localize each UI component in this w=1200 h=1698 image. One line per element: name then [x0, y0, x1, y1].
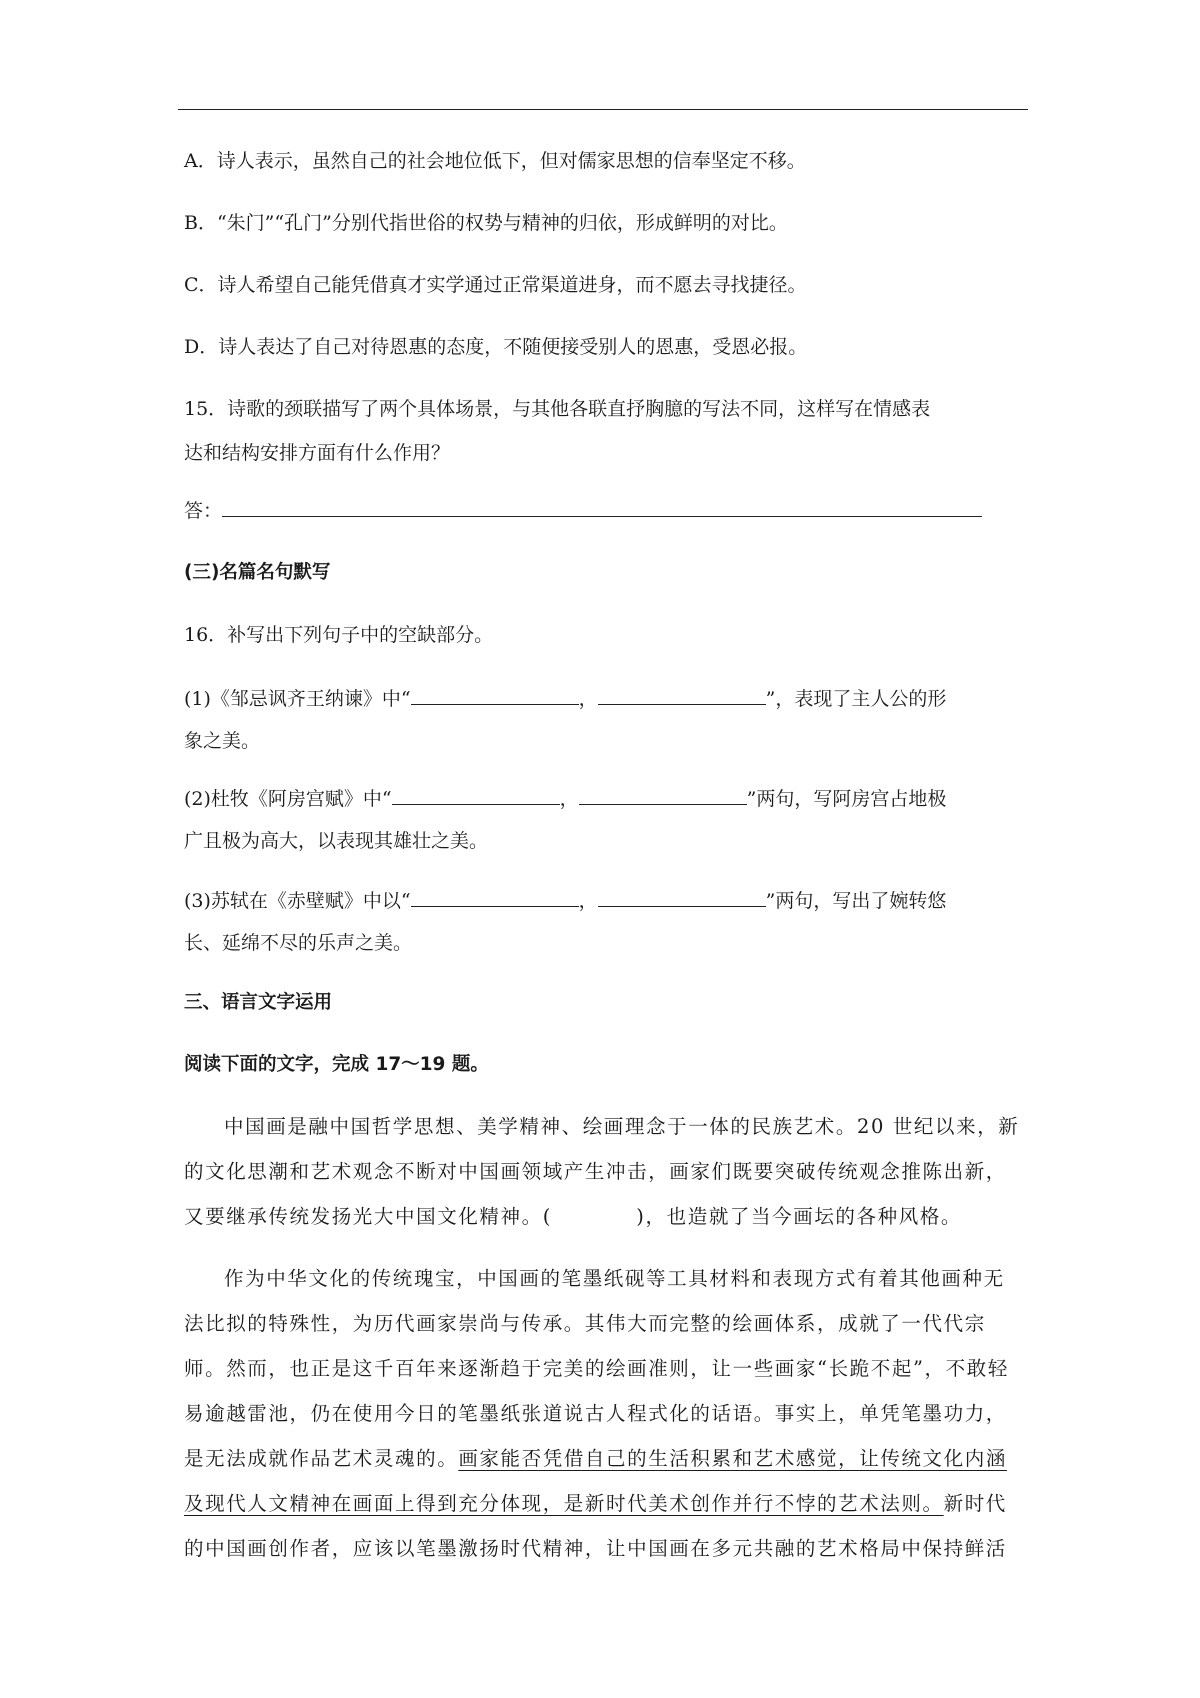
- question-16-item1: (1)《邹忌讽齐王纳谏》中“ ， ”，表现了主人公的形: [184, 688, 947, 710]
- option-c: C．诗人希望自己能凭借真才实学通过正常渠道进身，而不愿去寻找捷径。: [184, 274, 807, 296]
- underlined-sentence: 及现代人文精神在画面上得到充分体现，是新时代美术创作并行不悖的艺术法则。: [184, 1492, 944, 1515]
- fill-blank[interactable]: [392, 786, 560, 805]
- passage-p2-line1: 作为中华文化的传统瑰宝，中国画的笔墨纸砚等工具材料和表现方式有着其他画种无: [224, 1267, 1005, 1290]
- question-15-line1: 15．诗歌的颈联描写了两个具体场景，与其他各联直抒胸臆的写法不同，这样写在情感表: [184, 398, 931, 420]
- question-16-item2-line2: 广且极为高大，以表现其雄壮之美。: [184, 830, 489, 852]
- fill-blank[interactable]: [579, 786, 747, 805]
- passage-p1-line3: 又要继承传统发扬光大中国文化精神。( )，也造就了当今画坛的各种风格。: [184, 1205, 963, 1228]
- question-16-stem: 16．补写出下列句子中的空缺部分。: [184, 624, 494, 646]
- passage-p2-line4: 易逾越雷池，仍在使用今日的笔墨纸张道说古人程式化的话语。事实上，单凭笔墨功力，: [184, 1402, 1007, 1425]
- fill-blank[interactable]: [411, 686, 579, 705]
- passage-p1-line1: 中国画是融中国哲学思想、美学精神、绘画理念于一体的民族艺术。20 世纪以来，新: [224, 1115, 1020, 1138]
- answer-blank[interactable]: [222, 498, 982, 517]
- fill-blank[interactable]: [598, 686, 766, 705]
- answer-row: [184, 498, 982, 524]
- section-title-recitation: (三)名篇名句默写: [184, 562, 331, 583]
- part-title-language: 三、语言文字运用: [184, 992, 333, 1013]
- passage-p2-line7: 的中国画创作者，应该以笔墨激扬时代精神，让中国画在多元共融的艺术格局中保持鲜活: [184, 1537, 1007, 1560]
- question-16-item3: (3)苏轼在《赤壁赋》中以“ ， ”两句，写出了婉转悠: [184, 890, 947, 912]
- underlined-sentence: 画家能否凭借自己的生活积累和艺术感觉，让传统文化内涵: [458, 1447, 1007, 1470]
- fill-blank[interactable]: [598, 888, 766, 907]
- option-b: B．“朱门”“孔门”分别代指世俗的权势与精神的归依，形成鲜明的对比。: [184, 212, 788, 234]
- passage-p2-line3: 师。然而，也正是这千百年来逐渐趋于完美的绘画准则，让一些画家“长跪不起”，不敢轻: [184, 1357, 1009, 1380]
- question-15-line2: 达和结构安排方面有什么作用？: [184, 442, 451, 464]
- question-16-item3-line2: 长、延绵不尽的乐声之美。: [184, 932, 413, 954]
- fill-blank[interactable]: [411, 888, 579, 907]
- passage-p1-line2: 的文化思潮和艺术观念不断对中国画领域产生冲击，画家们既要突破传统观念推陈出新，: [184, 1160, 1007, 1183]
- passage-p2-line2: 法比拟的特殊性，为历代画家崇尚与传承。其伟大而完整的绘画体系，成就了一代代宗: [184, 1312, 986, 1335]
- option-a: A．诗人表示，虽然自己的社会地位低下，但对儒家思想的信奉坚定不移。: [184, 150, 806, 172]
- reading-instruction: 阅读下面的文字，完成 17～19 题。: [184, 1054, 489, 1075]
- passage-p2-line6: 及现代人文精神在画面上得到充分体现，是新时代美术创作并行不悖的艺术法则。新时代: [184, 1492, 1007, 1515]
- question-16-item1-line2: 象之美。: [184, 730, 261, 752]
- passage-p2-line5: 是无法成就作品艺术灵魂的。画家能否凭借自己的生活积累和艺术感觉，让传统文化内涵: [184, 1447, 1007, 1470]
- option-d: D．诗人表达了自己对待恩惠的态度，不随便接受别人的恩惠，受恩必报。: [184, 336, 808, 358]
- question-16-item2: (2)杜牧《阿房宫赋》中“ ， ”两句，写阿房宫占地极: [184, 788, 947, 810]
- answer-label: 答：: [184, 500, 223, 522]
- header-rule: [178, 109, 1028, 110]
